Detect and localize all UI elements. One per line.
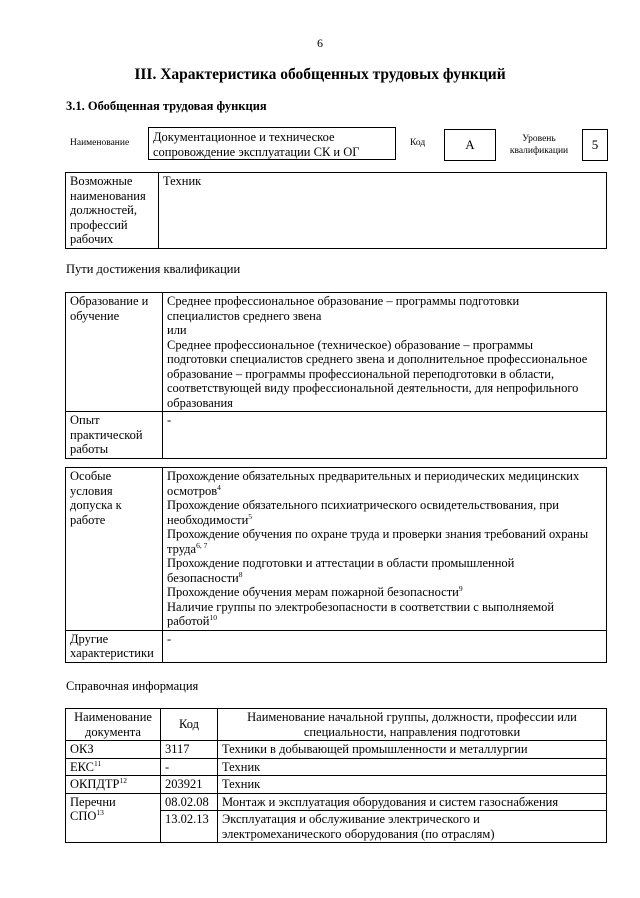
conditions-list bbox=[163, 468, 607, 631]
table-row bbox=[66, 793, 607, 811]
condition-item-electrical-safety: Наличие группы по электробезопасности в соответствии с выполняемой работой$^{10}$ bbox=[167, 599, 555, 628]
ref-code: - bbox=[161, 758, 218, 776]
ref-doc: Перечни СПО$^{13}$ bbox=[66, 793, 161, 843]
conditions-table bbox=[65, 467, 607, 663]
reference-header-row bbox=[66, 709, 607, 741]
positions-label: Возможные наименования должностей, профессий рабочих bbox=[66, 173, 159, 249]
reference-table bbox=[65, 708, 607, 843]
condition-item-fire-safety: Прохождение обучения мерам пожарной безопасности$^9$ bbox=[167, 583, 463, 599]
education-label: Образование и обучение bbox=[66, 293, 163, 412]
ref-code: 203921 bbox=[161, 776, 218, 794]
table-row bbox=[66, 741, 607, 759]
ref-code: 3117 bbox=[161, 741, 218, 759]
experience-value: - bbox=[163, 412, 607, 459]
ref-name: Монтаж и эксплуатация оборудования и систем газоснабжения bbox=[218, 793, 607, 811]
ref-name: Техники в добывающей промышленности и металлургии bbox=[218, 741, 607, 759]
ref-name: Эксплуатация и обслуживание электрического и электромеханического оборудования (по отраслям) bbox=[218, 811, 607, 843]
ref-doc: ОКПДТР$^{12}$ bbox=[66, 776, 161, 794]
level-label: Уровень квалификации bbox=[509, 134, 569, 156]
page-number: 6 bbox=[317, 36, 323, 50]
level-value-box: 5 bbox=[582, 129, 608, 161]
table-row bbox=[66, 758, 607, 776]
positions-table bbox=[65, 172, 607, 249]
condition-item-psychiatric: Прохождение обязательного психиатрического освидетельствования, при необходимости$^5$ bbox=[167, 498, 559, 527]
education-value: Среднее профессиональное образование – программы подготовки специалистов среднего звена или Среднее профессиональное (техническое) образование – программы подготовки специалистов среднего звена и дополнительное профессиональное образование – программы профессиональной переподготовки в области, соответствующей виду профессиональной деятельности, для непрофильного образования bbox=[163, 293, 607, 412]
ref-code: 08.02.08 bbox=[161, 793, 218, 811]
ref-doc: ЕКС$^{11}$ bbox=[66, 758, 161, 776]
condition-item-medical: Прохождение обязательных предварительных и периодических медицинских осмотров$^4$ bbox=[167, 469, 580, 498]
name-label: Наименование bbox=[70, 138, 130, 148]
header-document: Наименование документа bbox=[66, 709, 161, 741]
function-name-box: Документационное и техническое сопровождение эксплуатации СК и ОГ bbox=[148, 127, 396, 160]
condition-item-labor-safety: Прохождение обучения по охране труда и проверки знания требований охраны труда$^{6, 7}$ bbox=[167, 527, 589, 556]
subsection-title: 3.1. Обобщенная трудовая функция bbox=[66, 99, 267, 113]
code-value-box: А bbox=[444, 129, 496, 161]
condition-item-industrial-safety: Прохождение подготовки и аттестации в области промышленной безопасности$^8$ bbox=[167, 556, 515, 585]
section-title: III. Характеристика обобщенных трудовых функций bbox=[134, 66, 506, 83]
ref-code: 13.02.13 bbox=[161, 811, 218, 843]
positions-value: Техник bbox=[159, 173, 607, 249]
paths-heading: Пути достижения квалификации bbox=[66, 262, 241, 276]
other-label: Другие характеристики bbox=[66, 630, 163, 662]
code-label: Код bbox=[410, 138, 426, 148]
ref-doc: ОКЗ bbox=[66, 741, 161, 759]
table-row bbox=[66, 776, 607, 794]
header-code: Код bbox=[161, 709, 218, 741]
ref-name: Техник bbox=[218, 758, 607, 776]
ref-name: Техник bbox=[218, 776, 607, 794]
conditions-label: Особые условия допуска к работе bbox=[66, 468, 163, 631]
reference-heading: Справочная информация bbox=[66, 679, 199, 693]
experience-label: Опыт практической работы bbox=[66, 412, 163, 459]
other-value: - bbox=[163, 630, 607, 662]
education-table bbox=[65, 292, 607, 459]
header-name: Наименование начальной группы, должности, профессии или специальности, направления подготовки bbox=[218, 709, 607, 741]
